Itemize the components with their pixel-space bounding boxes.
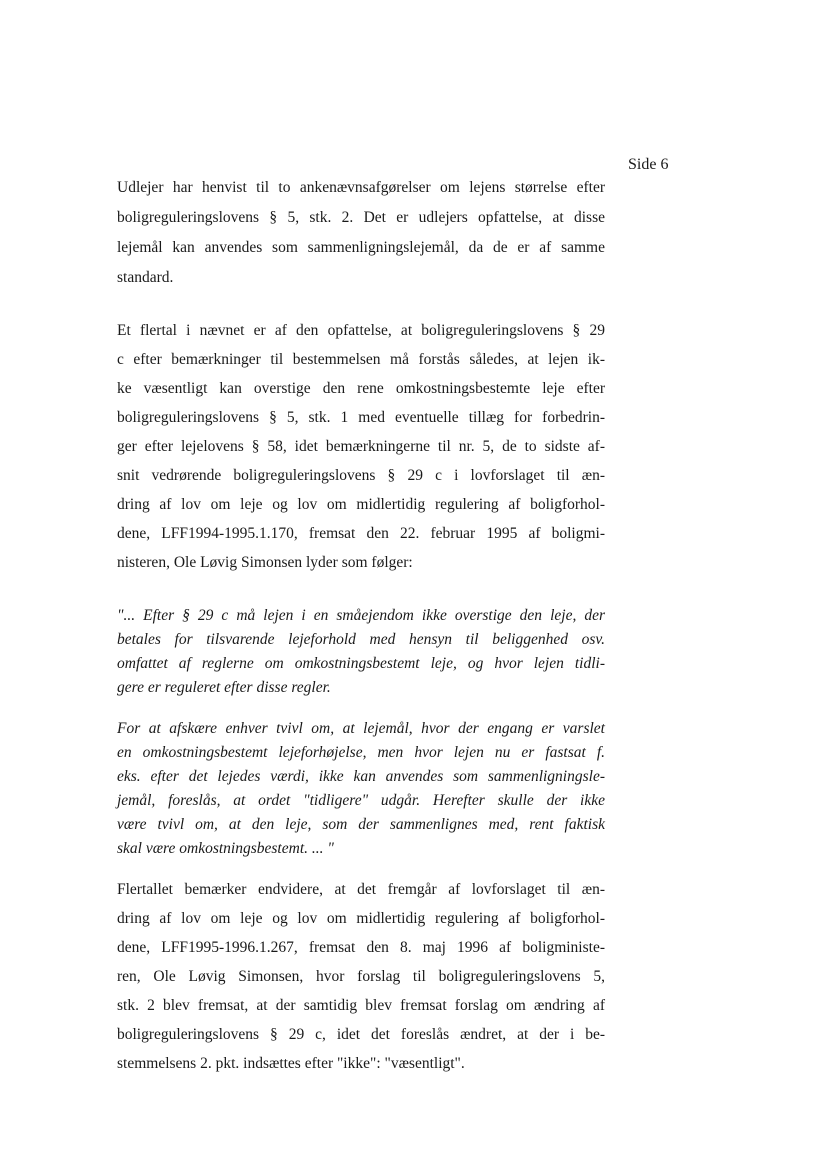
text-line: dene, LFF1995-1996.1.267, fremsat den 8. maj 1996 af boligministe- (117, 939, 605, 956)
text-line: dring af lov om leje og lov om midlertidig regulering af boligforhol- (117, 910, 605, 927)
quote-line: en omkostningsbestemt lejeforhøjelse, men hvor lejen nu er fastsat f. (117, 744, 605, 761)
text-line: ger efter lejelovens § 58, idet bemærkningerne til nr. 5, de to sidste af- (117, 438, 605, 455)
quote-line: skal være omkostningsbestemt. ... " (117, 840, 334, 857)
text-line: ren, Ole Løvig Simonsen, hvor forslag til boligreguleringslovens 5, (117, 968, 605, 985)
quote-line: omfattet af reglerne om omkostningsbestemt leje, og hvor lejen tidli- (117, 655, 605, 672)
page-number: Side 6 (628, 156, 669, 173)
quote-line: betales for tilsvarende lejeforhold med hensyn til beliggenhed osv. (117, 631, 605, 648)
text-line: ke væsentligt kan overstige den rene omkostningsbestemte leje efter (117, 380, 605, 397)
text-line: c efter bemærkninger til bestemmelsen må forstås således, at lejen ik- (117, 351, 605, 368)
text-line: snit vedrørende boligreguleringslovens § 29 c i lovforslaget til æn- (117, 467, 605, 484)
text-line: boligreguleringslovens § 29 c, idet det foreslås ændret, at der i be- (117, 1026, 605, 1043)
text-line: boligreguleringslovens § 5, stk. 2. Det er udlejers opfattelse, at disse (117, 209, 605, 226)
quote-line: For at afskære enhver tvivl om, at lejemål, hvor der engang er varslet (117, 720, 605, 737)
text-line: dene, LFF1994-1995.1.170, fremsat den 22. februar 1995 af boligmi- (117, 525, 605, 542)
text-line: Et flertal i nævnet er af den opfattelse, at boligreguleringslovens § 29 (117, 322, 605, 339)
text-line: stk. 2 blev fremsat, at der samtidig blev fremsat forslag om ændring af (117, 997, 605, 1014)
text-line: boligreguleringslovens § 5, stk. 1 med eventuelle tillæg for forbedrin- (117, 409, 605, 426)
text-line: Udlejer har henvist til to ankenævnsafgørelser om lejens størrelse efter (117, 179, 605, 196)
text-line: standard. (117, 269, 174, 286)
text-line: lejemål kan anvendes som sammenligningslejemål, da de er af samme (117, 239, 605, 256)
text-line: stemmelsens 2. pkt. indsættes efter "ikke": "væsentligt". (117, 1055, 465, 1072)
text-line: Flertallet bemærker endvidere, at det fremgår af lovforslaget til æn- (117, 881, 605, 898)
quote-line: gere er reguleret efter disse regler. (117, 679, 331, 696)
quote-line: eks. efter det lejedes værdi, ikke kan anvendes som sammenligningsle- (117, 768, 605, 785)
text-line: dring af lov om leje og lov om midlertidig regulering af boligforhol- (117, 496, 605, 513)
quote-line: være tvivl om, at den leje, som der sammenlignes med, rent faktisk (117, 816, 605, 833)
quote-line: jemål, foreslås, at ordet "tidligere" udgår. Herefter skulle der ikke (117, 792, 605, 809)
quote-line: "... Efter § 29 c må lejen i en småejendom ikke overstige den leje, der (117, 607, 605, 624)
text-line: nisteren, Ole Løvig Simonsen lyder som følger: (117, 554, 413, 571)
